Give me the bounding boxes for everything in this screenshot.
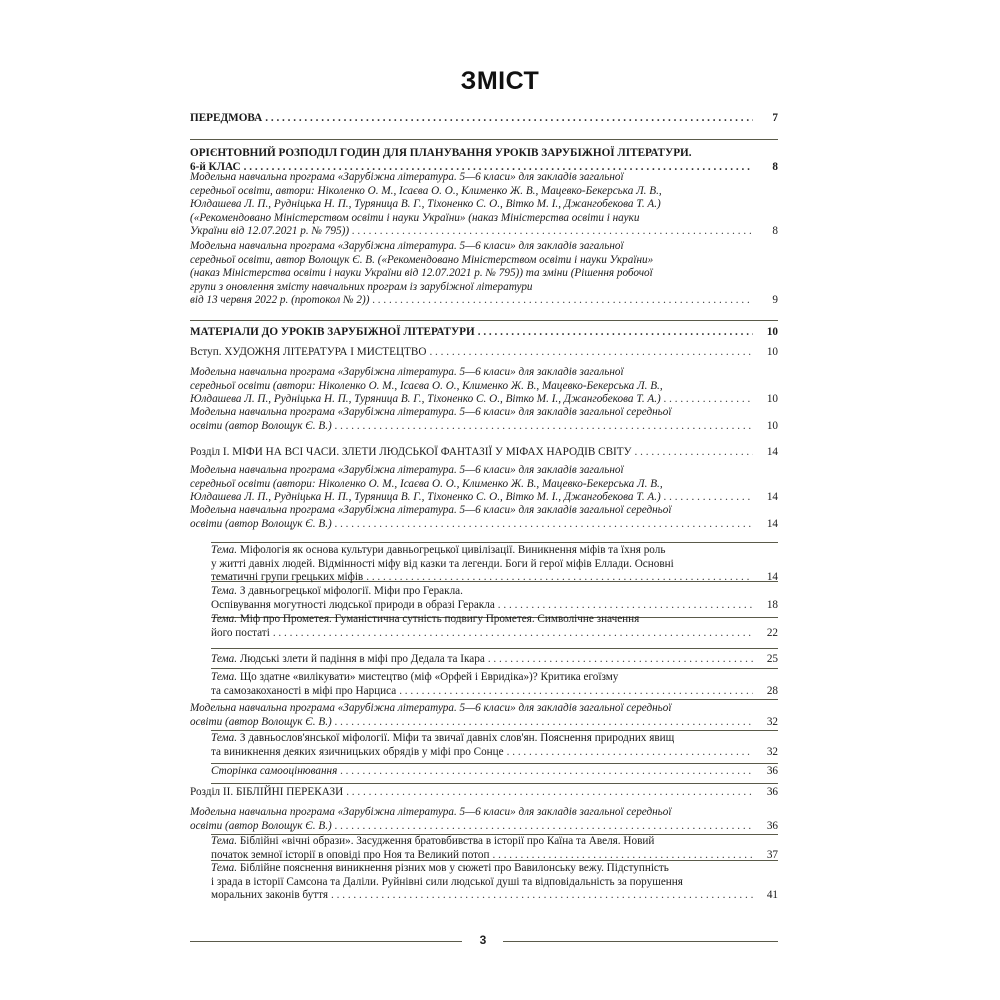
toc-page-number: 14 [766,571,778,584]
section-separator [190,320,778,321]
dot-leader [664,491,753,505]
toc-entry-text: та виникнення деяких язичницьких обрядів у міфі про Сонце [211,745,504,758]
section-separator [211,730,778,731]
toc-page-number: 10 [766,419,778,432]
dot-leader [493,849,754,863]
toc-entry-text: Тема. Що здатне «вилікувати» мистецтво (міф «Орфей і Евридіка»)? Критика егоїзму [211,671,619,683]
toc-entry-text: Модельна навчальна програма «Зарубіжна література. 5—6 класи» для закладів загальної [190,171,624,183]
toc-entry-text: Юлдашева Л. П., Рудніцька Н. П., Туряница В. Г., Тіхоненко С. О., Вітко М. І., Джангобекова Т. А.) [190,198,661,211]
toc-entry-text: Тема. Біблійне пояснення виникнення різних мов у сюжеті про Вавилонську вежу. Підступність [211,862,669,874]
dot-leader [340,765,753,779]
dot-leader [507,746,753,760]
toc-entry-text: освіти (автор Волощук Є. В.) [190,517,332,530]
toc-entry[interactable] [190,112,778,126]
toc-page-number: 10 [766,326,778,338]
toc-page-number: 14 [766,517,778,530]
section-separator [190,139,778,140]
toc-page-number: 36 [766,786,778,798]
toc-entry-text: освіти (автор Волощук Є. В.) [190,715,332,728]
dot-leader [429,346,753,360]
toc-page-number: 10 [766,346,778,358]
toc-entry-text: і зрада в історії Самсона та Даліли. Руйнівні сили людської душі та відповідальність за порушення [211,875,683,888]
dot-leader [346,786,753,800]
toc-entry-text: групи з оновлення змісту навчальних програм із зарубіжної літератури [190,280,533,293]
page-number: 3 [479,933,487,947]
toc-entry[interactable] [190,446,778,460]
toc-entry-text: України від 12.07.2021 р. № 795)) [190,225,350,238]
toc-page-number: 36 [766,819,778,832]
toc-entry-text: Модельна навчальна програма «Зарубіжна література. 5—6 класи» для закладів загальної середньої [190,806,672,818]
toc-entry-text: моральних законів буття [211,889,329,902]
toc-page-number: 10 [766,393,778,406]
toc-page-number: 18 [766,598,778,611]
toc-entry[interactable] [190,702,778,729]
page-title: ЗМІСТ [460,67,540,95]
dot-leader [335,716,753,730]
toc-entry[interactable] [211,544,778,585]
toc-entry-text: та самозакоханості в міфі про Нарциса [211,684,397,697]
section-separator [211,668,778,669]
toc-page-number: 9 [772,294,778,307]
toc-entry[interactable] [211,732,778,759]
toc-page-number: 14 [766,491,778,504]
dot-leader [488,653,753,667]
dot-leader [498,599,753,613]
dot-leader [352,225,753,239]
dot-leader [635,446,753,460]
toc-entry-text: МАТЕРІАЛИ ДО УРОКІВ ЗАРУБІЖНОЇ ЛІТЕРАТУРИ [190,326,475,338]
toc-entry-text: Модельна навчальна програма «Зарубіжна література. 5—6 класи» для закладів загальної [190,464,624,476]
toc-entry[interactable] [190,171,778,239]
toc-entry[interactable] [190,326,778,340]
toc-entry[interactable] [190,406,778,433]
toc-entry-text: Юлдашева Л. П., Рудніцька Н. П., Туряница В. Г., Тіхоненко С. О., Вітко М. І., Джангобекова Т. А.) [190,491,661,504]
toc-entry[interactable] [190,240,778,308]
dot-leader [478,326,753,340]
dot-leader [366,571,753,585]
toc-page-number: 22 [766,626,778,639]
toc-entry-text: середньої освіти, автори: Ніколенко О. М., Ісаєва О. О., Клименко Ж. В., Мацевко-Бекерська Л. В., [190,184,662,197]
toc-entry-text: Модельна навчальна програма «Зарубіжна література. 5—6 класи» для закладів загальної середньої [190,406,672,418]
toc-entry[interactable] [211,613,778,640]
toc-entry[interactable] [211,585,778,612]
toc-entry-text: Тема. З давньослов'янської міфології. Міфи та звичаї давніх слов'ян. Пояснення природних явищ [211,732,675,744]
dot-leader [331,889,753,903]
toc-entry-text: Модельна навчальна програма «Зарубіжна література. 5—6 класи» для закладів загальної середньої [190,702,672,714]
toc-entry-text: ОРІЄНТОВНИЙ РОЗПОДІЛ ГОДИН ДЛЯ ПЛАНУВАННЯ УРОКІВ ЗАРУБІЖНОЇ ЛІТЕРАТУРИ. [190,147,692,159]
toc-entry-text: початок земної історії в оповіді про Ноя та Великий потоп [211,848,490,861]
toc-entry-text: тематичні групи грецьких міфів [211,571,364,584]
toc-entry-text: («Рекомендовано Міністерством освіти і науки України» (наказ Міністерства освіти і науки [190,211,640,224]
toc-entry[interactable] [190,786,778,800]
section-separator [211,648,778,649]
section-separator [211,783,778,784]
toc-entry-text: Тема. З давньогрецької міфології. Міфи про Геракла. [211,585,463,597]
toc-page-number: 25 [766,653,778,665]
toc-entry-text: середньої освіти, автор Волощук Є. В. («Рекомендовано Міністерством освіти і науки України» [190,253,654,266]
toc-entry[interactable] [190,464,778,505]
toc-entry-text: Сторінка самооцінювання [211,765,338,777]
dot-leader [335,518,753,532]
toc-entry-text: освіти (автор Волощук Є. В.) [190,419,332,432]
toc-entry[interactable] [211,653,778,667]
toc-entry[interactable] [211,671,778,698]
section-separator [211,763,778,764]
toc-page-number: 32 [766,715,778,728]
toc-entry-text: Тема. Міф про Прометея. Гуманістична сутність подвигу Прометея. Символічне значення [211,613,640,625]
toc-entry-text: середньої освіти (автори: Ніколенко О. М., Ісаєва О. О., Клименко Ж. В., Мацевко-Бекерська Л. В., [190,379,663,392]
toc-entry-text: освіти (автор Волощук Є. В.) [190,819,332,832]
toc-entry-text: у житті давніх людей. Відмінності міфу від казки та легенди. Боги й герої міфів Еллади. Основні [211,557,674,570]
dot-leader [335,420,753,434]
dot-leader [335,820,753,834]
toc-entry-text: Тема. Міфологія як основа культури давньогрецької цивілізації. Виникнення міфів та їхня роль [211,544,666,556]
toc-entry-text: Тема. Біблійні «вічні образи». Засудження братовбивства в історії про Каїна та Авеля. Новий [211,835,655,847]
toc-entry[interactable] [211,765,778,779]
toc-entry-text: Тема. Людські злети й падіння в міфі про Дедала та Ікара [211,653,485,665]
toc-page-number: 28 [766,684,778,697]
toc-entry-text: ПЕРЕДМОВА [190,112,263,124]
toc-entry-text: від 13 червня 2022 р. (протокол № 2)) [190,294,370,307]
dot-leader [664,393,753,407]
toc-entry-text: Вступ. ХУДОЖНЯ ЛІТЕРАТУРА І МИСТЕЦТВО [190,346,427,358]
toc-entry-text: Оспівування могутності людської природи в образі Геракла [211,598,495,611]
toc-entry-text: середньої освіти (автори: Ніколенко О. М., Ісаєва О. О., Клименко Ж. В., Мацевко-Бекерська Л. В., [190,477,663,490]
toc-page-number: 32 [766,745,778,758]
toc-entry-text: Модельна навчальна програма «Зарубіжна література. 5—6 класи» для закладів загальної середньої [190,504,672,516]
toc-page-number: 7 [772,112,778,124]
toc-entry[interactable] [190,366,778,407]
section-separator [211,542,778,543]
footer-rule-left [190,941,462,942]
footer-rule-right [503,941,778,942]
toc-entry-text: Модельна навчальна програма «Зарубіжна література. 5—6 класи» для закладів загальної [190,366,624,378]
toc-entry-text: 6-й КЛАС [190,160,241,173]
dot-leader [372,294,753,308]
toc-entry-text: Модельна навчальна програма «Зарубіжна література. 5—6 класи» для закладів загальної [190,240,624,252]
dot-leader [273,627,753,641]
toc-page-number: 14 [766,446,778,458]
toc-entry[interactable] [190,806,778,833]
toc-entry[interactable] [190,346,778,360]
toc-entry-text: Розділ ІІ. БІБЛІЙНІ ПЕРЕКАЗИ [190,786,344,798]
toc-entry[interactable] [211,862,778,903]
toc-page-number: 8 [772,225,778,238]
toc-page-number: 37 [766,848,778,861]
dot-leader [399,685,753,699]
toc-entry-text: його постаті [211,626,270,639]
section-separator [211,699,778,700]
toc-page-number: 41 [766,889,778,902]
toc-entry[interactable] [190,504,778,531]
toc-entry-text: Розділ І. МІФИ НА ВСІ ЧАСИ. ЗЛЕТИ ЛЮДСЬКОЇ ФАНТАЗІЇ У МІФАХ НАРОДІВ СВІТУ [190,446,632,458]
toc-entry-text: (наказ Міністерства освіти і науки України від 12.07.2021 р. № 795)) та зміни (Рішення робочої [190,267,653,280]
dot-leader [265,112,753,126]
toc-entry-text: Юлдашева Л. П., Рудніцька Н. П., Туряница В. Г., Тіхоненко С. О., Вітко М. І., Джангобекова Т. А.) [190,393,661,406]
toc-entry[interactable] [211,835,778,862]
toc-page-number: 8 [772,160,778,173]
toc-page-number: 36 [766,765,778,777]
